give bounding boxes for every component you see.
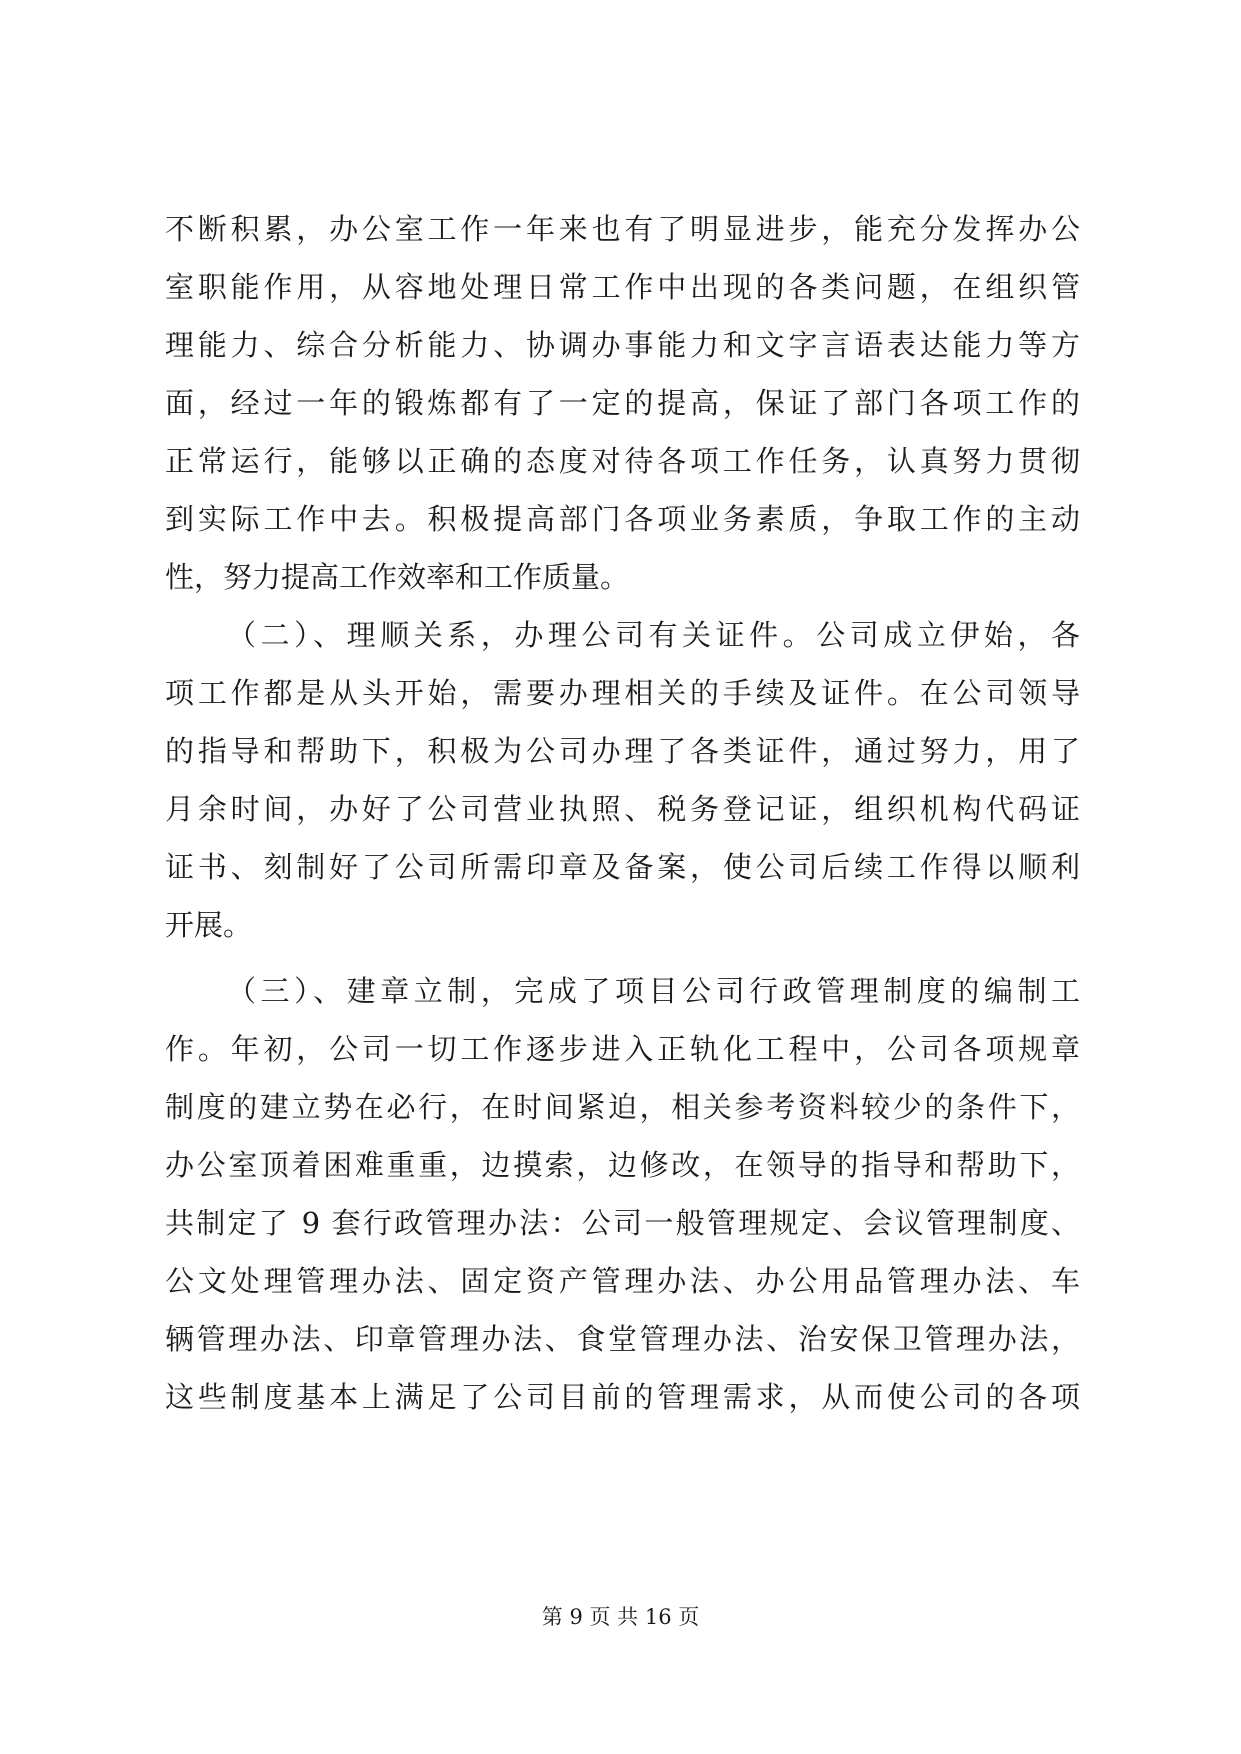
text-line: 的指导和帮助下，积极为公司办理了各类证件，通过努力，用了 [165, 734, 1080, 768]
text-line: 到实际工作中去。积极提高部门各项业务素质，争取工作的主动 [165, 502, 1080, 536]
text-line: 月余时间，办好了公司营业执照、税务登记证，组织机构代码证 [165, 792, 1080, 826]
text-line: 室职能作用，从容地处理日常工作中出现的各类问题，在组织管 [165, 270, 1080, 304]
text-line: 制度的建立势在必行，在时间紧迫，相关参考资料较少的条件下， [165, 1090, 1080, 1124]
paragraph-gap [165, 954, 1080, 962]
paragraph [165, 200, 1080, 606]
text-line: 开展。 [165, 908, 253, 942]
text-line: 正常运行，能够以正确的态度对待各项工作任务，认真努力贯彻 [165, 444, 1080, 478]
paragraph [165, 962, 1080, 1426]
text-line: 辆管理办法、印章管理办法、食堂管理办法、治安保卫管理办法， [165, 1322, 1080, 1356]
text-line: 证书、刻制好了公司所需印章及备案，使公司后续工作得以顺利 [165, 850, 1080, 884]
text-line: 项工作都是从头开始，需要办理相关的手续及证件。在公司领导 [165, 676, 1080, 710]
text-line: （三）、建章立制，完成了项目公司行政管理制度的编制工 [227, 974, 1080, 1008]
paragraph [165, 606, 1080, 954]
page-number-label: 第 9 页 共 16 页 [541, 1605, 700, 1629]
text-line: 理能力、综合分析能力、协调办事能力和文字言语表达能力等方 [165, 328, 1080, 362]
text-line: 不断积累，办公室工作一年来也有了明显进步，能充分发挥办公 [165, 212, 1080, 246]
text-line: 共制定了 9 套行政管理办法：公司一般管理规定、会议管理制度、 [165, 1206, 1080, 1240]
text-line: 公文处理管理办法、固定资产管理办法、办公用品管理办法、车 [165, 1264, 1080, 1298]
text-line: 作。年初，公司一切工作逐步进入正轨化工程中，公司各项规章 [165, 1032, 1080, 1066]
text-line: （二）、理顺关系，办理公司有关证件。公司成立伊始，各 [227, 618, 1080, 652]
text-line: 这些制度基本上满足了公司目前的管理需求，从而使公司的各项 [165, 1380, 1080, 1414]
text-line: 性，努力提高工作效率和工作质量。 [165, 560, 630, 594]
page-footer [0, 1602, 1241, 1632]
text-line: 面，经过一年的锻炼都有了一定的提高，保证了部门各项工作的 [165, 386, 1080, 420]
text-line: 办公室顶着困难重重，边摸索，边修改，在领导的指导和帮助下， [165, 1148, 1080, 1182]
body-text [165, 200, 1080, 1426]
